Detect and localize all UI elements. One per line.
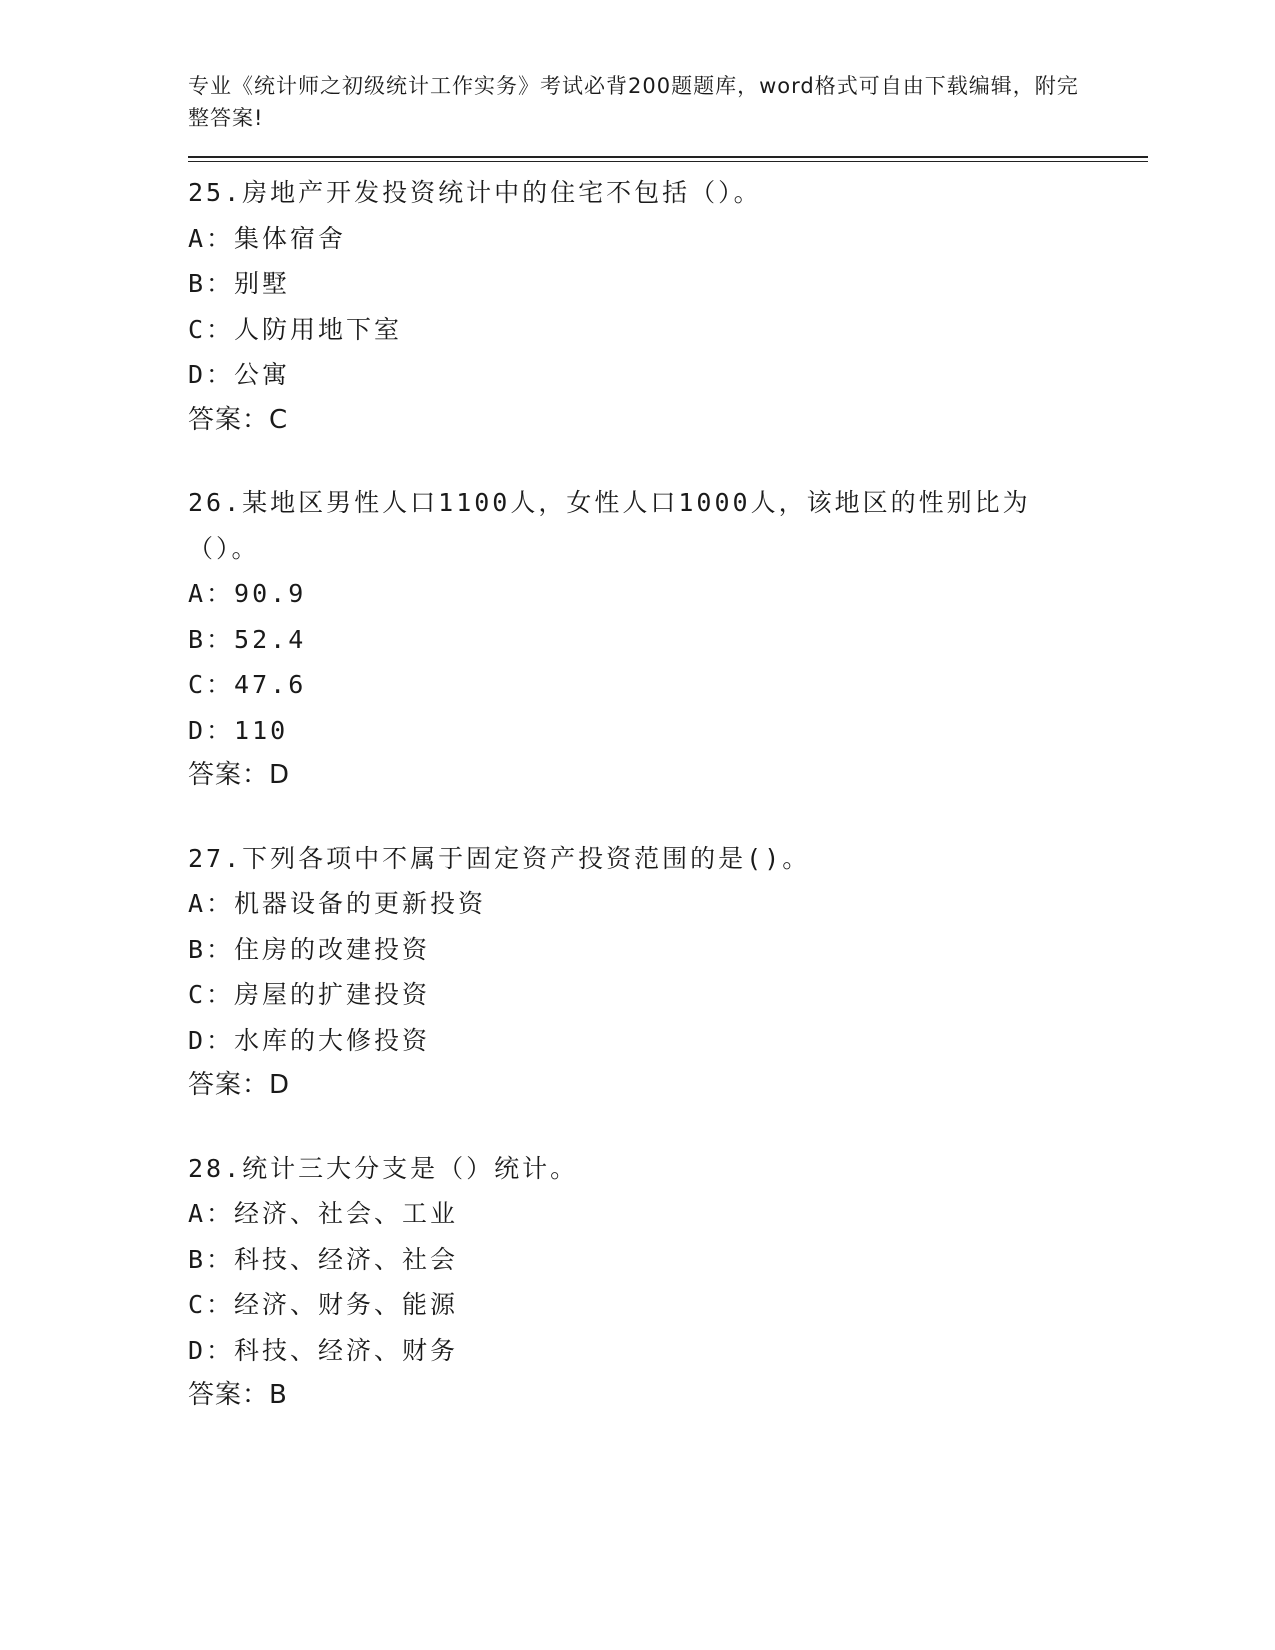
- document-page: [188, 70, 1148, 1456]
- question-list: [188, 170, 1148, 1419]
- answer-line: 答案：B: [188, 1380, 288, 1410]
- option-d: D：科技、经济、财务: [188, 1335, 459, 1365]
- option-b: B：住房的改建投资: [188, 934, 431, 964]
- option-d: D：水库的大修投资: [188, 1025, 431, 1055]
- option-b: B：科技、经济、社会: [188, 1244, 459, 1274]
- option-c: C：47.6: [188, 670, 307, 699]
- option-d: D：公寓: [188, 360, 291, 389]
- option-c: C：人防用地下室: [188, 314, 403, 344]
- option-a: A：机器设备的更新投资: [188, 889, 487, 918]
- document-header: 专业《统计师之初级统计工作实务》考试必背200题题库，word格式可自由下载编辑，附完整答案!: [188, 74, 1079, 130]
- answer-line: 答案：D: [188, 760, 291, 790]
- question-stem: 26.某地区男性人口1100人，女性人口1000人，该地区的性别比为（）。: [188, 488, 1031, 563]
- option-d: D：110: [188, 715, 289, 745]
- question-item: [188, 480, 1148, 799]
- question-item: [188, 170, 1148, 443]
- option-a: A：90.9: [188, 579, 307, 608]
- question-stem: 27.下列各项中不属于固定资产投资范围的是()。: [188, 843, 811, 873]
- answer-line: 答案：C: [188, 404, 289, 435]
- question-item: [188, 1146, 1148, 1419]
- option-a: A：集体宿舍: [188, 223, 347, 253]
- option-c: C：房屋的扩建投资: [188, 980, 431, 1009]
- answer-line: 答案：D: [188, 1070, 291, 1100]
- question-item: [188, 836, 1148, 1109]
- question-stem: 28.统计三大分支是（）统计。: [188, 1153, 579, 1183]
- option-a: A：经济、社会、工业: [188, 1199, 459, 1228]
- header-divider: [188, 156, 1148, 162]
- question-stem: 25.房地产开发投资统计中的住宅不包括（）。: [188, 178, 762, 207]
- option-b: B：别墅: [188, 269, 291, 298]
- option-c: C：经济、财务、能源: [188, 1290, 459, 1319]
- option-b: B：52.4: [188, 624, 307, 654]
